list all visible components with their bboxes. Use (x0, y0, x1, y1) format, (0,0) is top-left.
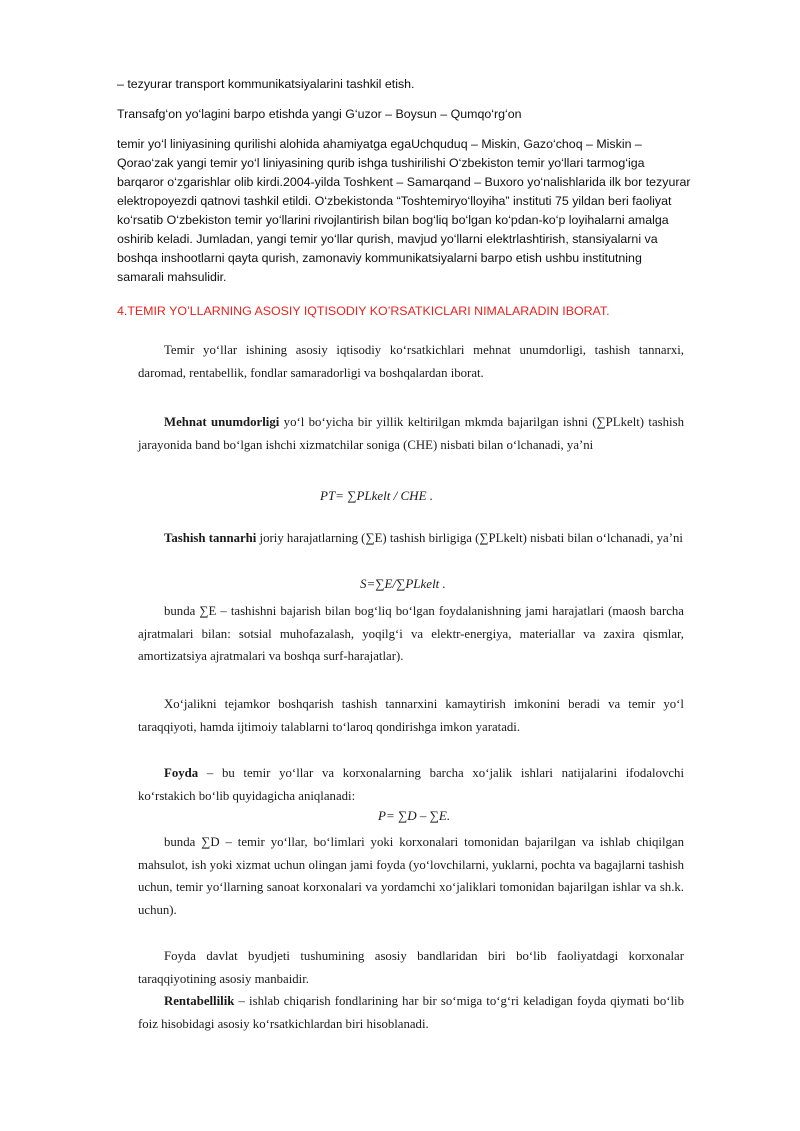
scan-paragraph-expenses (138, 600, 684, 668)
scan-text (138, 411, 684, 456)
scan-paragraph-management (138, 693, 684, 738)
scan-text: Foyda davlat byudjeti tushumining asosiy bandlaridan biri bo‘lib faoliyatdagi korxonalar taraqqiyotining asosiy manbaidir. (138, 949, 684, 986)
scan-text: bunda ∑E – tashishni bajarish bilan bog‘liq bo‘lgan foydalanishning jami harajatlari (maosh barcha ajratmalari bilan: sotsial muhofazalash, yoqilg‘i va elektr-energiya, materiallar va zaxira qismlar, amortizatsiya ajratmalari va boshqa surf-harajatlar). (138, 604, 684, 663)
term-bold: Tashish tannarhi (164, 531, 257, 545)
term-definition: joriy harajatlarning (∑E) tashish birligiga (∑PLkelt) nisbati bilan o‘lchanadi, ya’ni (256, 531, 683, 545)
scan-text: bunda ∑D – temir yo‘llar, bo‘limlari yoki korxonalari tomonidan bajarilgan va ishlab chiqilgan mahsulot, ish yoki xizmat uchun olingan jami foyda (yo‘lovchilarni, yuklarni, pochta va bagajlarni tashish uchun, temir yo‘llarning sanoat korxonalari va yordamchi xo‘jaliklari tomonidan bajarilgan ishlar va sh.k. uchun). (138, 835, 684, 917)
term-bold: Rentabellilik (164, 994, 235, 1008)
term-definition: yo‘l bo‘yicha bir yillik keltirilgan mkmda bajarilgan ishni (∑PLkelt) tashish jarayonida band bo‘lgan ishchi xizmatchilar soniga (CHE) nisbati bilan o‘lchanadi, ya’ni (138, 415, 684, 452)
scan-text (138, 762, 684, 807)
paragraph-railway-history (117, 135, 692, 287)
scan-text (138, 990, 684, 1035)
term-bold: Mehnat unumdorligi (164, 415, 280, 429)
scan-paragraph-profit (138, 762, 684, 807)
scan-paragraph-budget (138, 945, 684, 990)
text-line: – tezyurar transport kommunikatsiyalarini tashkil etish. (117, 77, 415, 91)
formula-productivity: PT= ∑PLkelt / CHE . (320, 488, 434, 503)
section-heading: 4.TEMIR YO’LLARNING ASOSIY IQTISODIY KO’RSATKICLARI NIMALARADIN IBORAT. (117, 304, 610, 318)
term-bold: Foyda (164, 766, 199, 780)
term-definition: – bu temir yo‘llar va korxonalarning barcha xo‘jalik ishlari natijalarini ifodalovchi ko‘rstakich bo‘lib quyidagicha aniqlanadi: (138, 766, 684, 803)
scan-text: Temir yo‘llar ishining asosiy iqtisodiy ko‘rsatkichlari mehnat unumdorligi, tashish tannarxi, daromad, rentabellik, fondlar samaradorligi va boshqalardan iborat. (138, 343, 684, 380)
scan-text: Xo‘jalikni tejamkor boshqarish tashish tannarxini kamaytirish imkonini beradi va temir yo‘l taraqqiyoti, hamda ijtimoiy talablarni to‘laroq qondirishga imkon yaratadi. (138, 697, 684, 734)
paragraph-transport (117, 75, 692, 94)
term-definition: – ishlab chiqarish fondlarining har bir so‘miga to‘g‘ri keladigan foyda qiymati bo‘lib foiz hisobidagi asosiy ko‘rsatkichlardan biri hisoblanadi. (138, 994, 684, 1031)
paragraph-transafgon (117, 105, 692, 124)
scan-paragraph-intro (138, 339, 684, 384)
scan-paragraph-profitability (138, 990, 684, 1035)
scan-text (138, 527, 684, 550)
text-line: Transafg‘on yo‘lagini barpo etishda yangi G‘uzor – Boysun – Qumqo‘rg‘on (117, 107, 522, 121)
formula-cost: S=∑E/∑PLkelt . (360, 576, 446, 591)
scan-paragraph-income (138, 831, 684, 921)
formula-profit: P= ∑D – ∑E. (378, 808, 451, 823)
scan-paragraph-cost (138, 527, 684, 550)
text-block: temir yo‘l liniyasining qurilishi alohida ahamiyatga egaUchquduq – Miskin, Gazo‘choq – Miskin – Qorao‘zak yangi temir yo‘l liniyasining qurib ishga tushirilishi O‘zbekiston temir yo‘llari tarmog‘iga barqaror o‘zgarishlar olib kirdi.2004-yilda Toshkent – Samarqand – Buxoro yo‘nalishlarida ilk bor tezyurar elektropoyezdi qatnovi tashkil etildi. O‘zbekistonda “Toshtemiryo‘lloyiha” instituti 75 yildan beri faoliyat ko‘rsatib O‘zbekiston temir yo‘llarini rivojlantirish bilan bog‘liq bo‘lgan ko‘pdan-ko‘p loyihalarni amalga oshirib keladi. Jumladan, yangi temir yo‘llar qurish, mavjud yo‘llarni elektrlashtirish, stansiyalarni va boshqa inshootlarni qayta qurish, zamonaviy kommunikatsiyalarni barpo etish ushbu institutning samarali mahsulidir. (117, 137, 691, 284)
scan-paragraph-labor-productivity (138, 411, 684, 456)
